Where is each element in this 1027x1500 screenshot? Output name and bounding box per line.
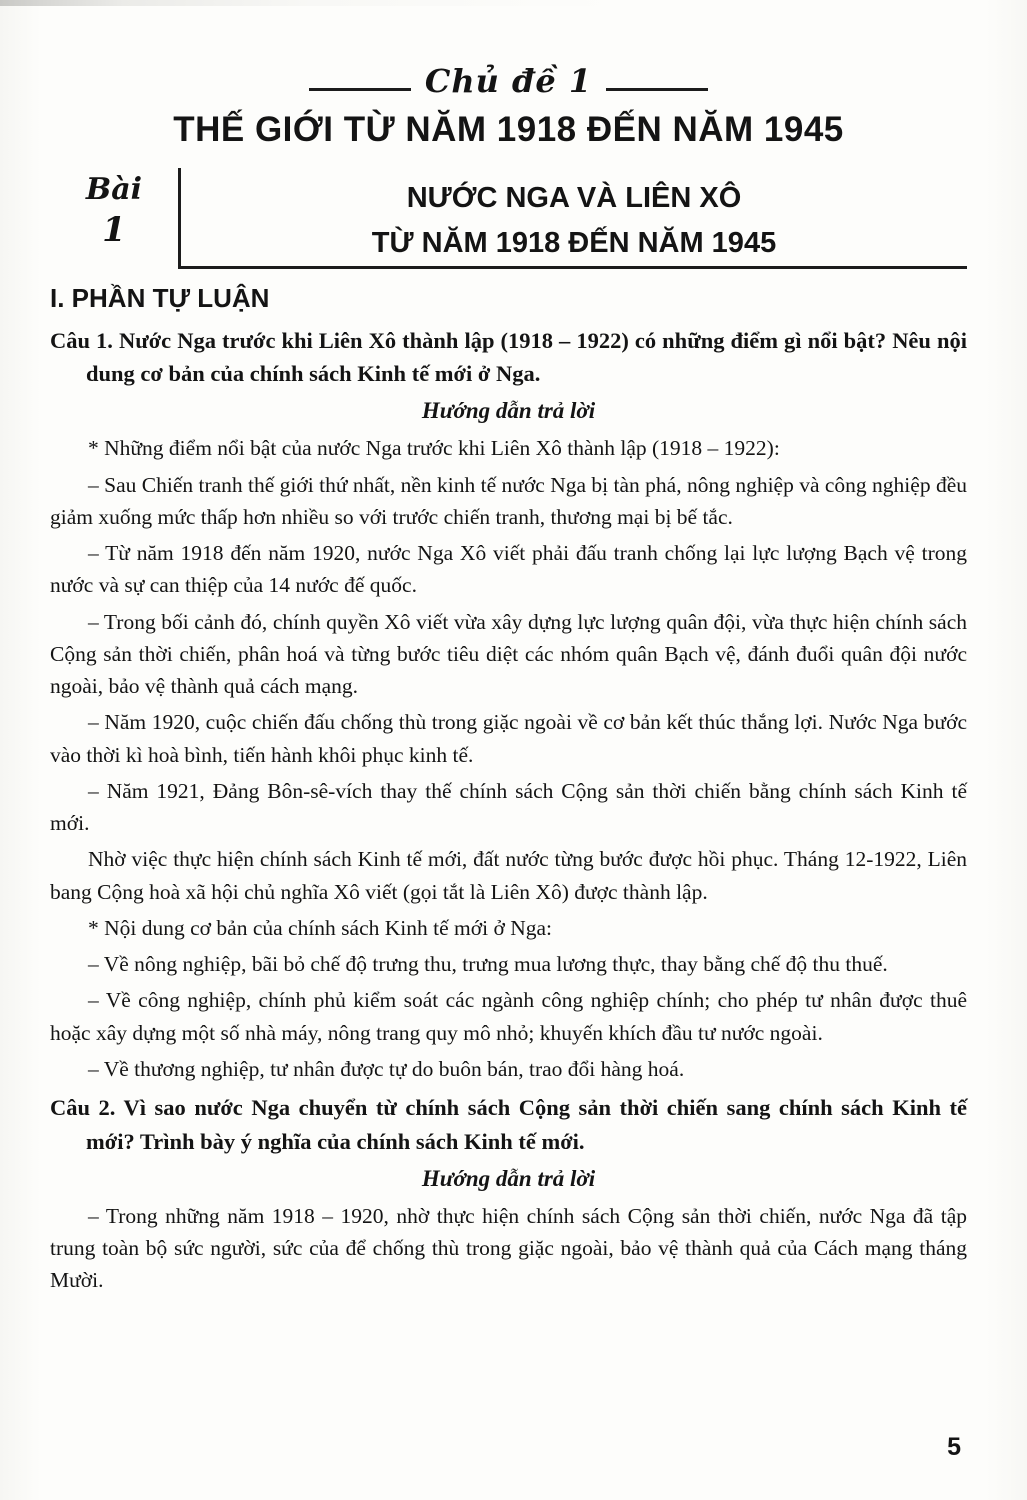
chapter-title: THẾ GIỚI TỪ NĂM 1918 ĐẾN NĂM 1945 — [173, 110, 844, 149]
q1-paragraph: – Về nông nghiệp, bãi bỏ chế độ trưng thu, trưng mua lương thực, thay bằng chế độ thu thuế. — [88, 952, 888, 977]
ornament-line-right — [606, 88, 708, 91]
q1-paragraph: * Nội dung cơ bản của chính sách Kinh tế mới ở Nga: — [88, 915, 553, 940]
page-number: 5 — [947, 1433, 961, 1461]
lesson-label-word: Bài — [85, 172, 143, 207]
chapter-header — [50, 62, 967, 100]
q1-paragraph: * Những điểm nổi bật của nước Nga trước khi Liên Xô thành lập (1918 – 1922): — [88, 436, 780, 461]
q1-paragraph: – Năm 1921, Đảng Bôn-sê-vích thay thế chính sách Cộng sản thời chiến bằng chính sách Kinh tế mới. — [50, 778, 967, 836]
q1-paragraph: – Về công nghiệp, chính phủ kiểm soát các ngành công nghiệp chính; cho phép tư nhân được thuê hoặc xây dựng một số nhà máy, nông trang quy mô nhỏ; khuyến khích đầu tư nước ngoài. — [50, 988, 967, 1045]
scan-artifact — [0, 0, 1027, 6]
answer-guide-label-1: Hướng dẫn trả lời — [421, 398, 596, 424]
q1-paragraph: – Về thương nghiệp, tư nhân được tự do buôn bán, trao đổi hàng hoá. — [88, 1056, 685, 1081]
answer-guide-label-2: Hướng dẫn trả lời — [421, 1165, 596, 1191]
lesson-label-number: 1 — [102, 210, 126, 250]
q2-paragraph: – Trong những năm 1918 – 1920, nhờ thực hiện chính sách Cộng sản thời chiến, nước Nga đã tập trung toàn bộ sức người, sức của để chống thù trong giặc ngoài, bảo vệ thành quả của Cách mạng tháng Mười. — [50, 1203, 967, 1293]
section-title: I. PHẦN TỰ LUẬN — [50, 282, 270, 313]
lesson-title-line1: NƯỚC NGA VÀ LIÊN XÔ — [406, 182, 742, 214]
question-1: Câu 1. Nước Nga trước khi Liên Xô thành lập (1918 – 1922) có những điểm gì nổi bật? Nêu nội dung cơ bản của chính sách Kinh tế mới ở Nga. — [50, 327, 967, 387]
lesson-header — [50, 168, 967, 266]
q1-paragraph: Nhờ việc thực hiện chính sách Kinh tế mới, đất nước từng bước được hồi phục. Tháng 12-1922, Liên bang Cộng hoà xã hội chủ nghĩa Xô viết (gọi tắt là Liên Xô) được thành lập. — [50, 847, 967, 904]
q1-paragraph: – Trong bối cảnh đó, chính quyền Xô viết vừa xây dựng lực lượng quân đội, vừa thực hiện chính sách Cộng sản thời chiến, phân hoá và từng bước tiêu diệt các nhóm quân Bạch vệ, đánh đuổi quân đội nước ngoài, bảo vệ thành quả cách mạng. — [50, 609, 967, 699]
q1-paragraph: – Năm 1920, cuộc chiến đấu chống thù trong giặc ngoài về cơ bản kết thúc thắng lợi. Nước Nga bước vào thời kì hoà bình, tiến hành khôi phục kinh tế. — [50, 710, 967, 767]
q1-paragraph: – Từ năm 1918 đến năm 1920, nước Nga Xô viết phải đấu tranh chống lại lực lượng Bạch vệ trong nước và sự can thiệp của 14 nước đế quốc. — [50, 541, 967, 598]
lesson-rule — [178, 266, 967, 269]
chapter-label: Chủ đề 1 — [424, 62, 593, 100]
lesson-label — [50, 168, 178, 266]
lesson-title — [181, 168, 967, 266]
q1-paragraph: – Sau Chiến tranh thế giới thứ nhất, nền kinh tế nước Nga bị tàn phá, nông nghiệp và công nghiệp đều giảm xuống mức thấp hơn nhiều so với trước chiến tranh, thương mại bị bế tắc. — [50, 472, 967, 529]
ornament-line-left — [309, 88, 411, 91]
question-2: Câu 2. Vì sao nước Nga chuyển từ chính sách Cộng sản thời chiến sang chính sách Kinh tế mới? Trình bày ý nghĩa của chính sách Kinh tế mới. — [50, 1095, 967, 1154]
lesson-title-line2: TỪ NĂM 1918 ĐẾN NĂM 1945 — [371, 226, 777, 259]
